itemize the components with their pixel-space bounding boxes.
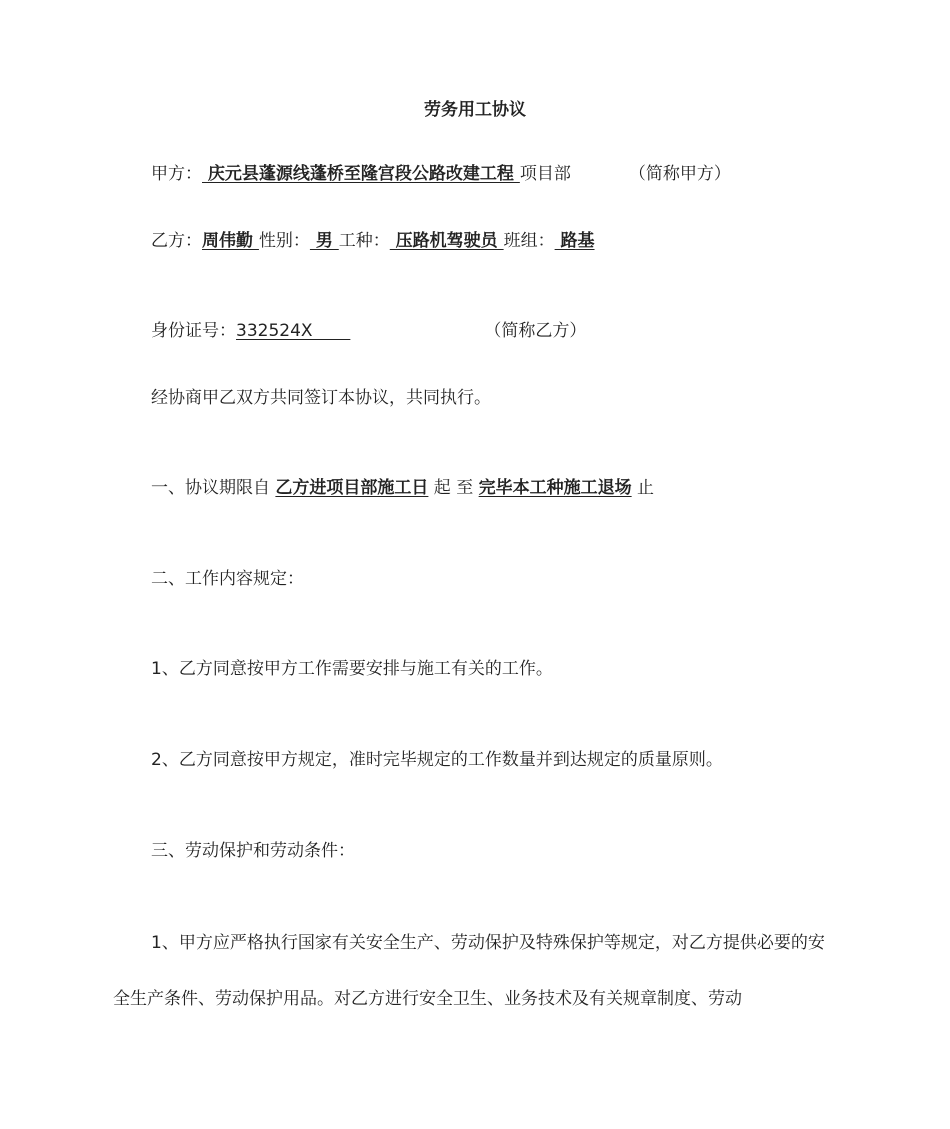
section1-end: 完毕本工种施工退场	[478, 478, 632, 498]
party-a-line	[151, 162, 731, 186]
party-a-label: 甲方：	[151, 164, 202, 184]
id-value: 332524X	[236, 321, 351, 341]
section1-mid: 起 至	[428, 478, 479, 498]
party-a-abbr: （简称甲方）	[628, 164, 731, 184]
party-b-label: 乙方：	[151, 231, 202, 251]
section1-prefix: 一、协议期限自	[151, 478, 276, 498]
section2-item2: 2、乙方同意按甲方规定，准时完毕规定的工作数量并到达规定的质量原则。	[151, 750, 723, 770]
party-b-name: 周伟勤	[202, 231, 259, 251]
document-title: 劳务用工协议	[424, 100, 526, 120]
section2-item1: 1、乙方同意按甲方工作需要安排与施工有关的工作。	[151, 659, 553, 679]
section1-start: 乙方进项目部施工日	[275, 478, 429, 498]
team-label: 班组：	[503, 231, 555, 251]
id-line	[151, 319, 586, 343]
party-b-line	[151, 229, 595, 253]
party-a-name: 庆元县蓬源线蓬桥至隆宫段公路改建工程	[202, 164, 520, 184]
gender-label: 性别：	[258, 231, 310, 251]
party-a-suffix: 项目部	[519, 164, 571, 184]
id-abbr: （简称乙方）	[484, 321, 587, 341]
section2-heading: 二、工作内容规定：	[151, 569, 304, 589]
intro-text: 经协商甲乙双方共同签订本协议，共同执行。	[151, 388, 491, 408]
section1-line	[151, 476, 654, 500]
team-value: 路基	[554, 231, 595, 251]
id-label: 身份证号：	[151, 321, 236, 341]
section1-suffix: 止	[631, 478, 655, 498]
gender-value: 男	[309, 231, 339, 251]
trade-label: 工种：	[338, 231, 390, 251]
section3-heading: 三、劳动保护和劳动条件：	[151, 841, 355, 861]
trade-value: 压路机驾驶员	[389, 231, 504, 251]
section3-item1: 1、甲方应严格执行国家有关安全生产、劳动保护及特殊保护等规定，对乙方提供必要的安全生产条件、劳动保护用品。对乙方进行安全卫生、业务技术及有关规章制度、劳动	[113, 933, 825, 1009]
